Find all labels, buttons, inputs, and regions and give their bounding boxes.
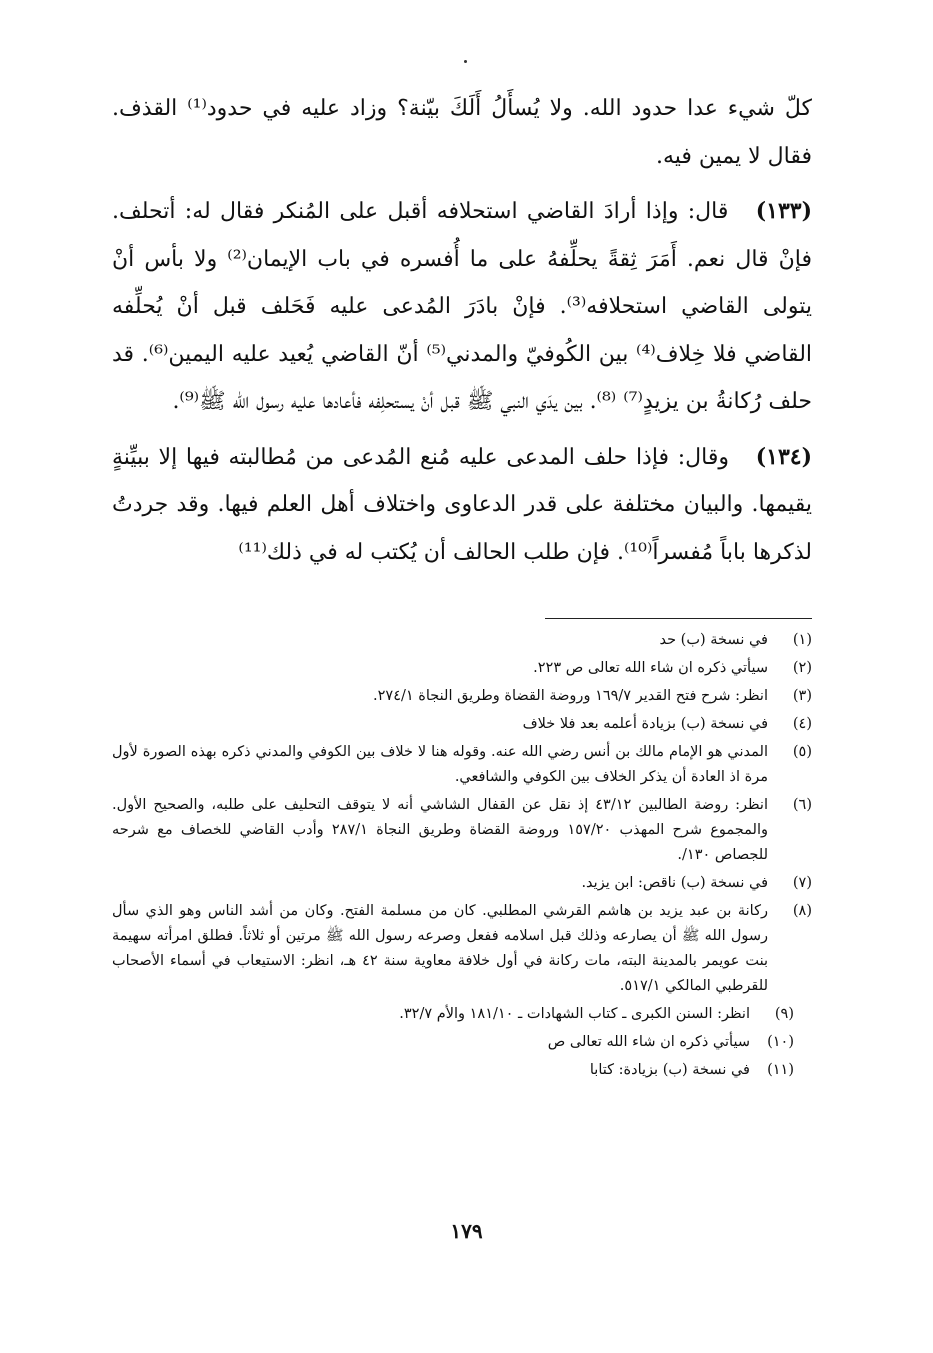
footnote-number: (٢) (792, 660, 812, 676)
main-text-block (112, 85, 812, 576)
paragraph-number: (١٣٣) (755, 198, 812, 224)
footnote-number: (١) (792, 632, 812, 648)
footnote-text: انظر: السنن الكبرى ـ كتاب الشهادات ـ ١٨١/١٠ والأم ٣٢/٧. (399, 1006, 750, 1022)
top-dot-mark (464, 60, 467, 63)
footnote (112, 793, 812, 868)
footnote-text: في نسخة (ب) حد (659, 632, 768, 648)
footnote-separator (545, 618, 812, 619)
paragraph-134 (112, 434, 812, 577)
page-number: ١٧٩ (450, 1219, 483, 1243)
footnote-text: سيأتي ذكره ان شاء الله تعالى ص (547, 1034, 750, 1050)
continuation-paragraph: كلّ شيء عدا حدود الله. ولا يُسأَلُ أَلَكَ بيّنة؟ وزاد عليه في حدود⁽¹⁾ القذف. فقال لا يمين فيه. (112, 96, 813, 169)
footnote-number: (٥) (792, 744, 812, 760)
footnote-number: (١٠) (767, 1034, 794, 1050)
footnote (112, 740, 812, 790)
footnote (112, 1058, 812, 1083)
footnote (112, 1030, 812, 1055)
footnotes-block (112, 628, 812, 1086)
paragraph-133 (112, 188, 812, 426)
footnote-number: (٩) (774, 1006, 794, 1022)
footnote-text: في نسخة (ب) بزيادة أعلمه بعد فلا خلاف (522, 716, 768, 732)
footnote-number: (٦) (792, 797, 812, 813)
footnote-number: (٤) (792, 716, 812, 732)
paragraph-text: وقال: فإذا حلف المدعى عليه مُنع المُدعى من مُطالبته فيها إلا ببيِّنةٍ يقيمها. والبيان مختلفة على قدر الدعاوى واختلاف أهل العلم فيها. وقد جردتُ لذكرها باباً مُفسراً⁽¹⁰⁾. فإن طلب الحالف أن يُكتب له في ذلك⁽¹¹⁾ (112, 444, 812, 565)
footnote-text: المدني هو الإمام مالك بن أنس رضي الله عنه. وقوله هنا لا خلاف بين الكوفي والمدني ذكره بهذه الصورة لأول مرة اذ العادة أن يذكر الخلاف بين الكوفي والشافعي. (112, 744, 768, 785)
footnote (112, 871, 812, 896)
footnote (112, 684, 812, 709)
footnote-number: (٨) (792, 903, 812, 919)
footnote-text: في نسخة (ب) بزيادة: كتابا (589, 1062, 750, 1078)
footnote-number: (٧) (792, 875, 812, 891)
paragraph-text: قال: وإذا أرادَ القاضي استحلافه أقبل على المُنكر فقال له: أتحلف. فإنْ قال نعم. أَمَرَ ثِقةً يحلِّفهُ على ما أُفسره في باب الإيمان⁽²⁾ ولا بأس أنْ يتولى القاضي استحلافه⁽³⁾. فإنْ بادَرَ المُدعى عليه فَحَلف قبل أنْ يُحلِّفه القاضي فلا خِلاف⁽⁴⁾ بين الكُوفيّ والمدني⁽⁵⁾ أنّ القاضي يُعيد عليه اليمين⁽⁶⁾. قد حلف رُكانةُ بن يزيدٍ⁽⁷⁾ ⁽⁸⁾. بين يدَي النبي ﷺ قبل أنْ يستحلِفه فأعادها عليه رسول الله ﷺ⁽⁹⁾. (112, 199, 813, 414)
footnote (112, 628, 812, 653)
footnote (112, 712, 812, 737)
paragraph-number: (١٣٤) (755, 443, 812, 470)
footnote (112, 1002, 812, 1027)
footnote (112, 656, 812, 681)
footnote-text: انظر: روضة الطالبين ٤٣/١٢ إذ نقل عن القفال الشاشي أنه لا يتوقف التحليف على طلبه، والصحيح الأول. والمجموع شرح المهذب ١٥٧/٢٠ وروضة القضاة وطريق النجاة ٢٨٧/١ وأدب القاضي للخصاف مع شرحه للجصاص ١٣٠/. (112, 797, 768, 863)
footnote-number: (٣) (792, 688, 812, 704)
footnote (112, 899, 812, 999)
footnote-number: (١١) (767, 1062, 794, 1078)
footnote-text: انظر: شرح فتح القدير ١٦٩/٧ وروضة القضاة وطريق النجاة ٢٧٤/١. (373, 688, 768, 704)
footnote-text: في نسخة (ب) ناقص: ابن يزيد. (581, 875, 768, 891)
footnote-text: ركانة بن عبد يزيد بن هاشم القرشي المطلبي. كان من مسلمة الفتح. وكان من أشد الناس وهو الذي سأل رسول الله ﷺ أن يصارعه وذلك قبل اسلامه ففعل وصرعه رسول الله ﷺ مرتين أو ثلاثاً. فطلق امرأته سهيمة بنت عويمر بالمدينة البته، مات ركانة في أول خلافة معاوية سنة ٤٢ هـ، انظر: الاستيعاب في أسماء الأصحاب للقرطبي المالكي ٥١٧/١. (112, 903, 768, 994)
footnote-text: سيأتي ذكره ان شاء الله تعالى ص ٢٢٣. (533, 660, 768, 676)
